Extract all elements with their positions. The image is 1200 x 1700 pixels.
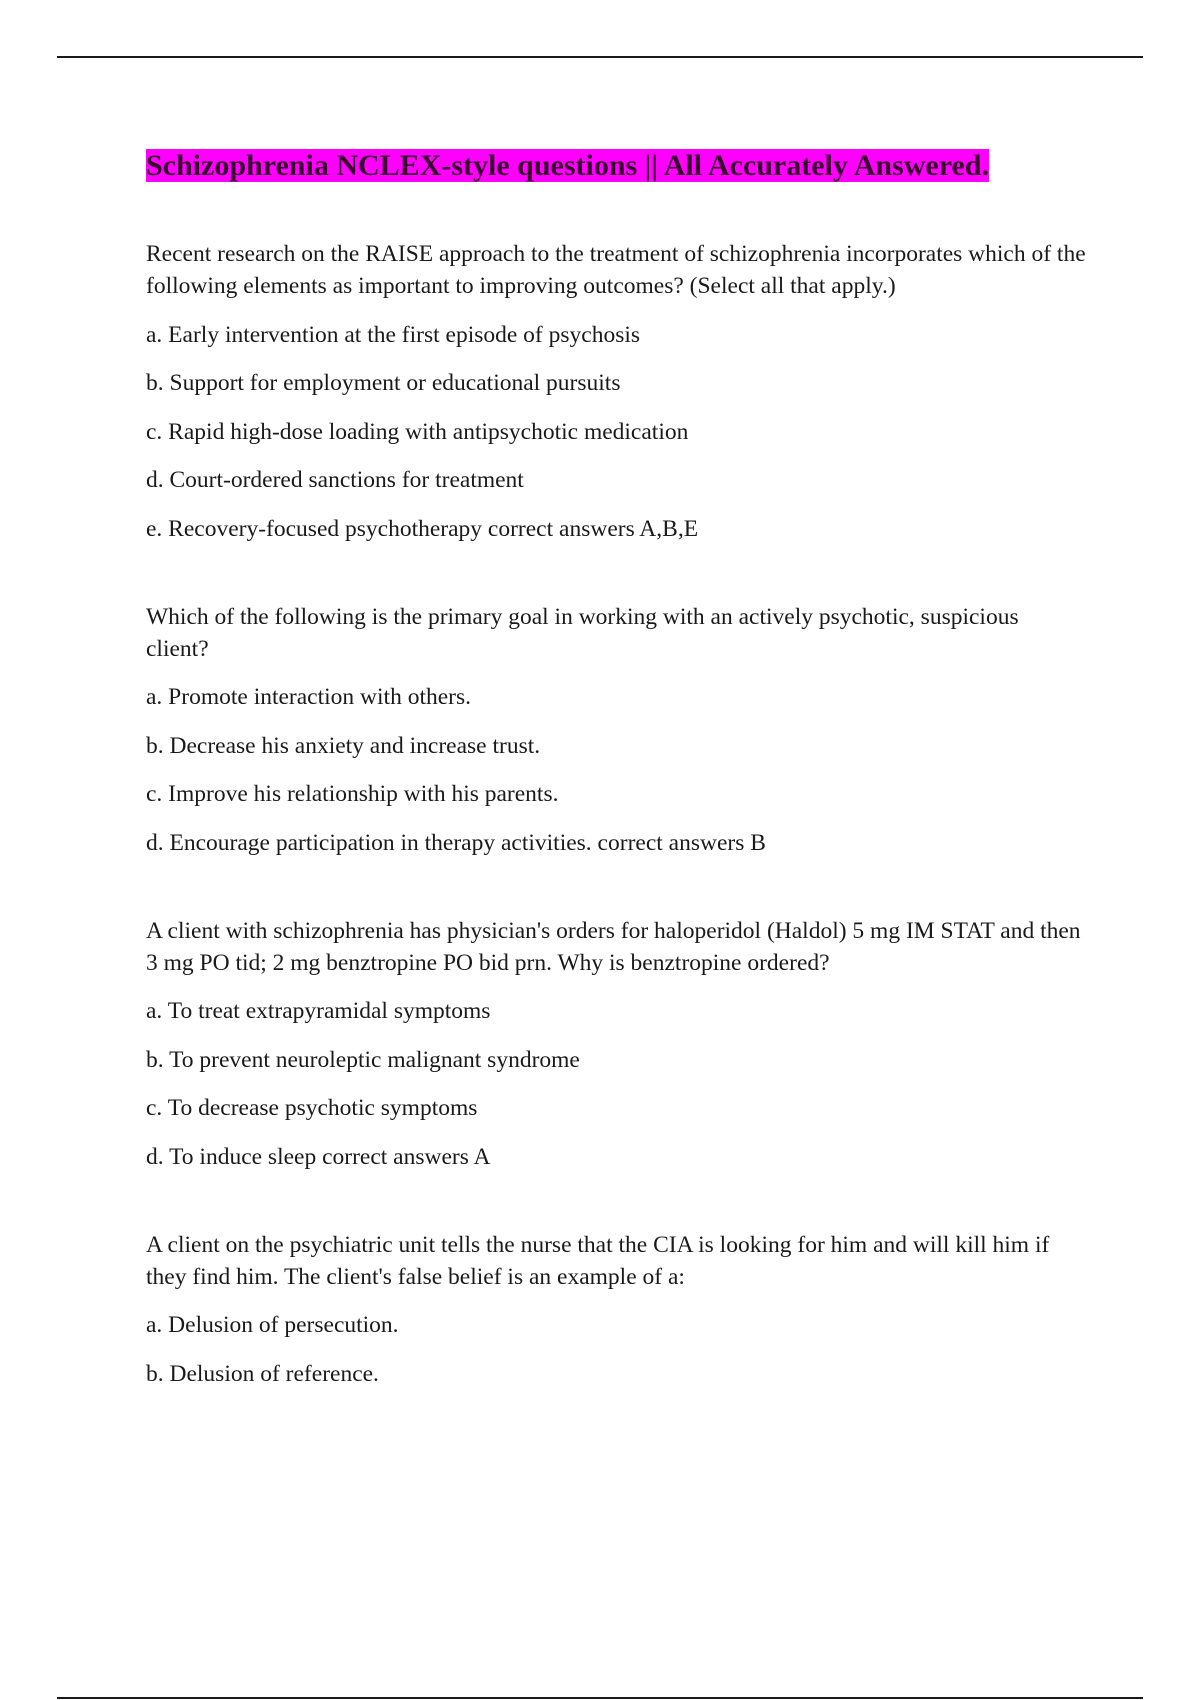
option-item: c. Improve his relationship with his parents.	[146, 781, 559, 807]
question-block-4	[146, 1229, 1086, 1390]
option-item: e. Recovery-focused psychotherapy correct answers A,B,E	[146, 515, 699, 542]
question-stem: Which of the following is the primary goal in working with an actively psychotic, suspicious client?	[146, 603, 1019, 662]
option-item: c. To decrease psychotic symptoms	[146, 1095, 478, 1121]
option-item: b. Decrease his anxiety and increase trust.	[146, 732, 541, 759]
option-item: d. Court-ordered sanctions for treatment	[146, 467, 524, 493]
option-item: b. To prevent neuroleptic malignant syndrome	[146, 1046, 580, 1073]
option-item: b. Support for employment or educational pursuits	[146, 370, 621, 396]
option-item: a. Delusion of persecution.	[146, 1312, 399, 1338]
question-block-2	[146, 601, 1086, 859]
option-item: a. To treat extrapyramidal symptoms	[146, 998, 491, 1024]
option-list	[146, 995, 1086, 1173]
question-stem: A client on the psychiatric unit tells the nurse that the CIA is looking for him and will kill him if they find him. The client's false belief is an example of a:	[146, 1231, 1050, 1290]
title-block	[146, 146, 1086, 186]
option-list	[146, 319, 1086, 545]
option-list	[146, 681, 1086, 859]
question-block-3	[146, 915, 1086, 1173]
footer-rule	[57, 1697, 1143, 1699]
option-item: b. Delusion of reference.	[146, 1360, 379, 1387]
option-item: c. Rapid high-dose loading with antipsychotic medication	[146, 418, 689, 445]
header-rule	[57, 56, 1143, 58]
option-item: a. Promote interaction with others.	[146, 684, 472, 710]
document-body	[146, 146, 1086, 1390]
document-title: Schizophrenia NCLEX-style questions || All Accurately Answered.	[146, 149, 989, 182]
question-stem: Recent research on the RAISE approach to the treatment of schizophrenia incorporates which of the following elements as important to improving outcomes? (Select all that apply.)	[146, 241, 1086, 299]
option-item: a. Early intervention at the first episode of psychosis	[146, 321, 641, 348]
question-stem: A client with schizophrenia has physician's orders for haloperidol (Haldol) 5 mg IM STAT and then 3 mg PO tid; 2 mg benztropine PO bid prn. Why is benztropine ordered?	[146, 917, 1081, 976]
option-list	[146, 1309, 1086, 1390]
option-item: d. Encourage participation in therapy activities. correct answers B	[146, 829, 766, 856]
option-item: d. To induce sleep correct answers A	[146, 1143, 491, 1170]
question-block-1	[146, 238, 1086, 545]
